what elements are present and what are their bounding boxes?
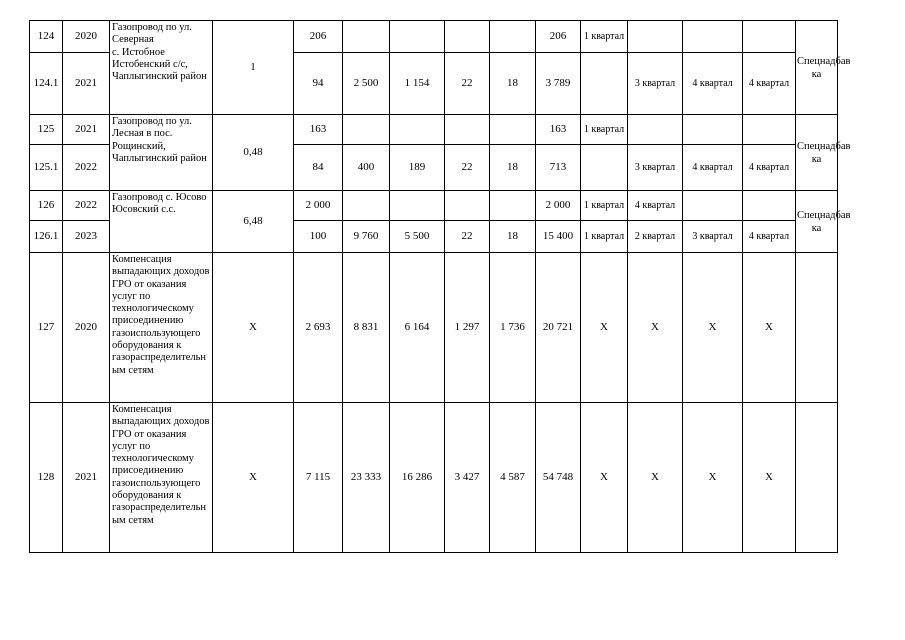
- table-row: [30, 115, 838, 145]
- row-year: 2021: [63, 115, 110, 145]
- value-cell-c4: 22: [445, 221, 490, 253]
- quarter-cell-q3: X: [683, 253, 743, 403]
- value-cell-c6: 3 789: [536, 53, 581, 115]
- object-length: 6,48: [213, 191, 294, 253]
- quarter-cell-q3: [683, 191, 743, 221]
- value-cell-c4: 22: [445, 53, 490, 115]
- value-cell-c2: 400: [343, 145, 390, 191]
- value-cell-c6: 206: [536, 21, 581, 53]
- value-cell-c5: 18: [490, 145, 536, 191]
- object-name: Газопровод с. Юсово Юсовский с.с.: [110, 191, 213, 253]
- quarter-cell-q1: X: [581, 253, 628, 403]
- quarter-cell-q3: 4 квартал: [683, 53, 743, 115]
- quarter-cell-q2: 3 квартал: [628, 145, 683, 191]
- note-cell: Спецнадбав ка: [796, 21, 838, 115]
- quarter-cell-q4: 4 квартал: [743, 145, 796, 191]
- value-cell-c5: [490, 21, 536, 53]
- value-cell-c1: 2 693: [294, 253, 343, 403]
- value-cell-c4: [445, 21, 490, 53]
- quarter-cell-q3: [683, 21, 743, 53]
- value-cell-c6: 713: [536, 145, 581, 191]
- table-row: [30, 21, 838, 53]
- row-number: 125.1: [30, 145, 63, 191]
- object-length: X: [213, 403, 294, 553]
- table-row: [30, 253, 838, 403]
- value-cell-c3: [390, 115, 445, 145]
- object-name: Газопровод по ул. Северная с. Истобное Истобенский с/с, Чаплыгинский район: [110, 21, 213, 115]
- row-year: 2021: [63, 53, 110, 115]
- quarter-cell-q2: [628, 21, 683, 53]
- value-cell-c5: [490, 115, 536, 145]
- quarter-cell-q4: [743, 115, 796, 145]
- quarter-cell-q1: 1 квартал: [581, 191, 628, 221]
- value-cell-c2: [343, 115, 390, 145]
- quarter-cell-q3: X: [683, 403, 743, 553]
- quarter-cell-q4: 4 квартал: [743, 221, 796, 253]
- row-year: 2021: [63, 403, 110, 553]
- value-cell-c4: 1 297: [445, 253, 490, 403]
- quarter-cell-q2: X: [628, 253, 683, 403]
- value-cell-c3: 6 164: [390, 253, 445, 403]
- value-cell-c5: 18: [490, 221, 536, 253]
- quarter-cell-q3: 4 квартал: [683, 145, 743, 191]
- value-cell-c5: [490, 191, 536, 221]
- quarter-cell-q4: X: [743, 253, 796, 403]
- row-number: 126: [30, 191, 63, 221]
- object-length: 1: [213, 21, 294, 115]
- row-year: 2023: [63, 221, 110, 253]
- value-cell-c2: 9 760: [343, 221, 390, 253]
- row-number: 127: [30, 253, 63, 403]
- value-cell-c3: 5 500: [390, 221, 445, 253]
- value-cell-c1: 94: [294, 53, 343, 115]
- row-number: 124.1: [30, 53, 63, 115]
- quarter-cell-q4: X: [743, 403, 796, 553]
- row-number: 125: [30, 115, 63, 145]
- object-length: 0,48: [213, 115, 294, 191]
- row-number: 124: [30, 21, 63, 53]
- investment-program-table: [29, 20, 851, 553]
- object-name: Газопровод по ул. Лесная в пос. Рощинский, Чаплыгинский район: [110, 115, 213, 191]
- quarter-cell-q4: [743, 191, 796, 221]
- value-cell-c4: 3 427: [445, 403, 490, 553]
- value-cell-c1: 7 115: [294, 403, 343, 553]
- quarter-cell-q2: [628, 115, 683, 145]
- object-name: Компенсация выпадающих доходов ГРО от оказания услуг по технологическому присоединению газоиспользующего оборудования к газораспределительн ым сетям: [110, 253, 213, 403]
- value-cell-c5: 1 736: [490, 253, 536, 403]
- quarter-cell-q1: X: [581, 403, 628, 553]
- value-cell-c1: 2 000: [294, 191, 343, 221]
- value-cell-c2: 2 500: [343, 53, 390, 115]
- quarter-cell-q2: 2 квартал: [628, 221, 683, 253]
- quarter-cell-q1: [581, 145, 628, 191]
- value-cell-c6: 20 721: [536, 253, 581, 403]
- value-cell-c3: [390, 21, 445, 53]
- row-year: 2022: [63, 145, 110, 191]
- quarter-cell-q2: 3 квартал: [628, 53, 683, 115]
- row-number: 126.1: [30, 221, 63, 253]
- value-cell-c3: [390, 191, 445, 221]
- value-cell-c2: [343, 21, 390, 53]
- value-cell-c6: 54 748: [536, 403, 581, 553]
- value-cell-c4: [445, 115, 490, 145]
- value-cell-c6: 163: [536, 115, 581, 145]
- quarter-cell-q4: [743, 21, 796, 53]
- value-cell-c6: 2 000: [536, 191, 581, 221]
- table-row: [30, 191, 838, 221]
- quarter-cell-q3: 3 квартал: [683, 221, 743, 253]
- value-cell-c6: 15 400: [536, 221, 581, 253]
- quarter-cell-q1: [581, 53, 628, 115]
- value-cell-c1: 163: [294, 115, 343, 145]
- value-cell-c3: 16 286: [390, 403, 445, 553]
- object-length: X: [213, 253, 294, 403]
- quarter-cell-q2: 4 квартал: [628, 191, 683, 221]
- table-row: [30, 403, 838, 553]
- value-cell-c5: 18: [490, 53, 536, 115]
- value-cell-c4: 22: [445, 145, 490, 191]
- value-cell-c1: 206: [294, 21, 343, 53]
- row-number: 128: [30, 403, 63, 553]
- note-cell: Спецнадбав ка: [796, 191, 838, 253]
- object-name: Компенсация выпадающих доходов ГРО от оказания услуг по технологическому присоединению газоиспользующего оборудования к газораспределительн ым сетям: [110, 403, 213, 553]
- value-cell-c5: 4 587: [490, 403, 536, 553]
- quarter-cell-q4: 4 квартал: [743, 53, 796, 115]
- value-cell-c1: 84: [294, 145, 343, 191]
- value-cell-c3: 189: [390, 145, 445, 191]
- value-cell-c2: 8 831: [343, 253, 390, 403]
- row-year: 2020: [63, 21, 110, 53]
- value-cell-c2: [343, 191, 390, 221]
- quarter-cell-q1: 1 квартал: [581, 115, 628, 145]
- value-cell-c3: 1 154: [390, 53, 445, 115]
- quarter-cell-q1: 1 квартал: [581, 21, 628, 53]
- value-cell-c4: [445, 191, 490, 221]
- note-cell: Спецнадбав ка: [796, 115, 838, 191]
- quarter-cell-q3: [683, 115, 743, 145]
- quarter-cell-q2: X: [628, 403, 683, 553]
- row-year: 2020: [63, 253, 110, 403]
- note-cell: [796, 253, 838, 403]
- quarter-cell-q1: 1 квартал: [581, 221, 628, 253]
- value-cell-c2: 23 333: [343, 403, 390, 553]
- value-cell-c1: 100: [294, 221, 343, 253]
- note-cell: [796, 403, 838, 553]
- row-year: 2022: [63, 191, 110, 221]
